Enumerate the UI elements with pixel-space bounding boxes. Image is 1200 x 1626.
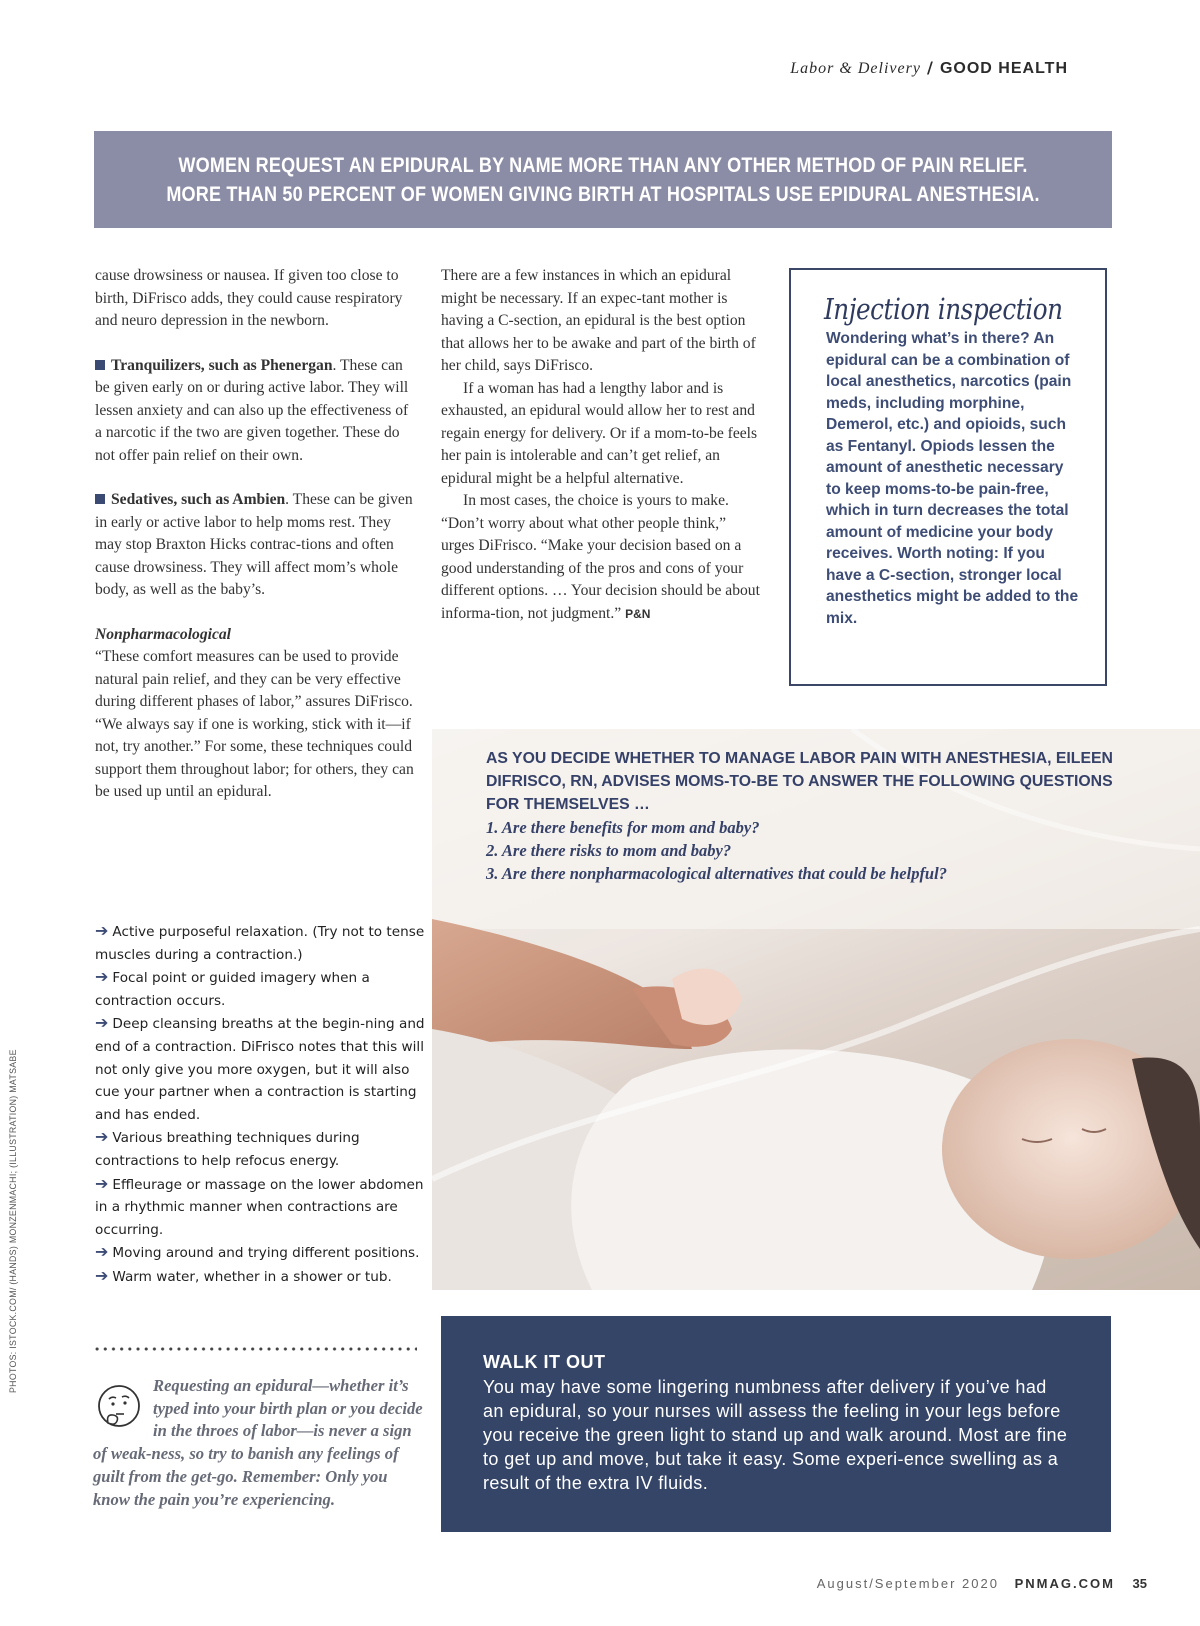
techniques-list <box>95 920 425 1289</box>
magazine-section: GOOD HEALTH <box>939 60 1068 77</box>
tranquilizers-body: . These can be given early on or during active labor. They will lessen anxiety and can also up the effectiveness of a narcotic if the two are given together. These do not offer pain relief on their own. <box>95 356 409 464</box>
photo-overlay-text <box>486 747 1126 885</box>
banner-line-1: WOMEN REQUEST AN EPIDURAL BY NAME MORE THAN ANY OTHER METHOD OF PAIN RELIEF. <box>178 153 1028 177</box>
sidebar-box <box>789 268 1107 686</box>
page-footer <box>817 1576 1147 1591</box>
page-number: 35 <box>1132 1576 1147 1591</box>
tranquilizers-paragraph <box>95 355 415 468</box>
arrow-right-icon: ➔ <box>95 1013 109 1033</box>
body-column-1 <box>95 265 415 804</box>
pull-quote-text: Requesting an epidural—whether it’s typed into your birth plan or you decide in the throes of labor—is never a sign of weak-ness, so try to banish any feelings of guilt from the get-go. Remember: Only you know the pain you’re experiencing. <box>93 1376 423 1509</box>
column2-paragraph-2: If a woman has had a lengthy labor and is exhausted, an epidural would allow her to rest and regain energy for delivery. Or if a mom-to-be feels her pain is intolerable and can’t get relief, an epidural might be a helpful alternative. <box>441 379 758 487</box>
arrow-right-icon: ➔ <box>95 1242 109 1262</box>
running-header <box>790 58 1068 78</box>
stat-banner <box>94 131 1112 228</box>
list-item: ➔ Active purposeful relaxation. (Try not to tense muscles during a contraction.) <box>95 921 425 963</box>
site-name: PNMAG.COM <box>1014 1576 1115 1591</box>
bullet-square-icon <box>95 360 105 370</box>
arrow-right-icon: ➔ <box>95 1127 109 1147</box>
column1-paragraph: cause drowsiness or nausea. If given too close to birth, DiFrisco adds, they could cause respiratory and neuro depression in the newborn. <box>95 267 403 329</box>
column2-paragraph-1: There are a few instances in which an epidural might be necessary. If an expec-tant mother is having a C-section, an epidural is the best option that allows her to be awake and part of the birth of her child, says DiFrisco. <box>441 267 756 374</box>
overlay-question-3: 3. Are there nonpharmacological alternatives that could be helpful? <box>486 864 947 883</box>
overlay-question-2: 2. Are there risks to mom and baby? <box>486 841 732 860</box>
banner-line-2: MORE THAN 50 PERCENT OF WOMEN GIVING BIRTH AT HOSPITALS USE EPIDURAL ANESTHESIA. <box>166 182 1040 206</box>
subhead-nonpharmacological: Nonpharmacological <box>95 625 232 643</box>
bullet-square-icon <box>95 494 105 504</box>
list-item: ➔ Deep cleansing breaths at the begin-ning and end of a contraction. DiFrisco notes that this will not only give you more oxygen, but it will also cue your partner when a contraction is starting and has ended. <box>95 1013 425 1123</box>
body-column-2 <box>441 265 763 625</box>
pull-quote <box>93 1375 423 1511</box>
photo-credit: PHOTOS: ISTOCK.COM/ (HANDS) MONZENMACHI; (ILLUSTRATION) MATSABE <box>8 1049 18 1393</box>
list-item: ➔ Moving around and trying different positions. <box>95 1242 420 1262</box>
arrow-right-icon: ➔ <box>95 967 109 987</box>
overlay-question-1: 1. Are there benefits for mom and baby? <box>486 818 760 837</box>
sidebar-title: Injection inspection <box>824 292 1063 326</box>
issue-date: August/September 2020 <box>816 1576 999 1591</box>
baby-hand-photo <box>432 729 1200 1290</box>
sedatives-lead: Sedatives, such as Ambien <box>111 491 286 508</box>
list-item: ➔ Various breathing techniques during contractions to help refocus energy. <box>95 1127 360 1169</box>
dotted-divider <box>93 1346 417 1352</box>
arrow-right-icon: ➔ <box>95 921 109 940</box>
column2-paragraph-3 <box>441 490 763 625</box>
walk-body: You may have some lingering numbness after delivery if you’ve had an epidural, so your nurses will assess the feeling in your legs before you receive the green light to stand up and walk around. Most are fine to get up and move, but take it easy. Some experi-ence swelling as a result of the extra IV fluids. <box>483 1377 1068 1493</box>
column2-paragraph-3-text: In most cases, the choice is yours to make. “Don’t worry about what other people think,” urges DiFrisco. “Make your decision based on a good understanding of the pros and cons of your different options. … Your decision should be about informa-tion, not judgment.” <box>441 492 760 622</box>
tranquilizers-lead: Tranquilizers, such as Phenergan <box>111 356 333 374</box>
arrow-right-icon: ➔ <box>95 1265 109 1285</box>
header-separator: / <box>927 58 934 77</box>
sidebar-body: Wondering what’s in there? An epidural can be a combination of local anesthetics, narcotics (pain meds, including morphine, Demerol, etc.) and opioids, such as Fentanyl. Opiods lessen the amount of anesthetic necessary to keep moms-to-be pain-free, which in turn decreases the total amount of medicine your body receives. Worth noting: If you have a C-section, stronger local anesthetics might be added to the mix. <box>826 330 1079 627</box>
walk-title: WALK IT OUT <box>483 1352 606 1372</box>
list-item: ➔ Focal point or guided imagery when a contraction occurs. <box>95 967 370 1009</box>
walk-it-out-box <box>441 1316 1111 1532</box>
signoff-logo: P&N <box>625 606 651 621</box>
arrow-right-icon: ➔ <box>95 1173 109 1193</box>
sedatives-body: . These can be given in early or active labor to help moms rest. They may stop Braxton Hicks contrac-tions and often cause drowsiness. They will affect mom’s whole body, as well as the baby’s. <box>95 491 413 598</box>
list-item: ➔ Warm water, whether in a shower or tub. <box>95 1265 392 1285</box>
sedatives-paragraph <box>95 489 415 602</box>
section-name: Labor & Delivery <box>790 60 921 77</box>
list-item: ➔ Effleurage or massage on the lower abdomen in a rhythmic manner when contractions are occurring. <box>95 1173 424 1238</box>
overlay-heading: AS YOU DECIDE WHETHER TO MANAGE LABOR PAIN WITH ANESTHESIA, EILEEN DIFRISCO, RN, ADVISES MOMS-TO-BE TO ANSWER THE FOLLOWING QUESTIONS FOR THEMSELVES … <box>486 750 1113 813</box>
nonpharmacological-paragraph: “These comfort measures can be used to provide natural pain relief, and they can be very effective during different phases of labor,” assures DiFrisco. “We always say if one is working, stick with it—if not, try another.” For some, these techniques could support them throughout labor; for others, they can be used up until an epidural. <box>95 648 414 800</box>
